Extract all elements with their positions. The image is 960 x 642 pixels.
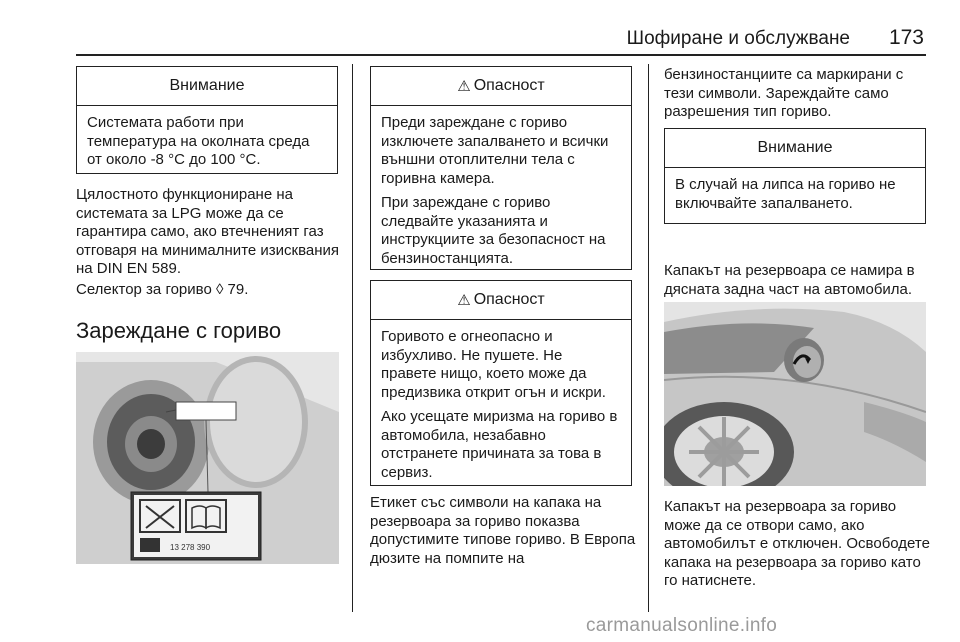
- header-rule: [76, 54, 926, 56]
- danger-2-paragraph-1: Горивото е огнеопасно и избухливо. Не пушете. Не правете нищо, което може да предизвика открит огън и искри.: [381, 328, 606, 401]
- danger-title-text-1: Опасност: [473, 77, 545, 94]
- notice-box-temperature: [76, 66, 338, 174]
- fuel-label-paragraph: Етикет със символи на капака на резервоара за гориво показва допустимите типове гориво. В Европа дюзите на помпите на: [370, 494, 636, 567]
- notice-title-2: Внимание: [665, 129, 925, 168]
- column-divider-1: [352, 64, 353, 612]
- flap-location-paragraph: Капакът на резервоара се намира в дясната задна част на автомобила.: [664, 262, 915, 298]
- warning-triangle-icon: ⚠: [457, 292, 471, 309]
- danger-1-paragraph-2: При зареждане с гориво следвайте указанията и инструкциите за безопасност на бензиностанцията.: [381, 194, 606, 267]
- fuel-flap-illustration: [76, 352, 339, 564]
- danger-2-paragraph-2: Ако усещате миризма на гориво в автомобила, незабавно отстранете причината за това в сервиз.: [381, 408, 618, 481]
- danger-body-2: [371, 320, 631, 496]
- danger-box-1: [370, 66, 632, 270]
- danger-box-2: [370, 280, 632, 486]
- notice-text: Системата работи при температура на околната среда от около -8 °C до 100 °C.: [87, 114, 310, 168]
- lpg-paragraph: Цялостното функциониране на системата за LPG може да се гарантира само, ако втечненият газ отговаря на минималните изисквания на DIN EN 589.: [76, 186, 340, 277]
- page-number: 173: [888, 26, 924, 49]
- column-divider-2: [648, 64, 649, 612]
- danger-title-text-2: Опасност: [473, 291, 545, 308]
- danger-title-1: [371, 67, 631, 106]
- notice-text-2: В случай на липса на гориво не включвайте запалването.: [675, 176, 896, 212]
- warning-triangle-icon: ⚠: [457, 78, 471, 95]
- car-rear-illustration: [664, 302, 926, 486]
- section-title: Шофиране и обслужване: [626, 28, 850, 49]
- page-header: [0, 0, 960, 56]
- car-rear-figure: [664, 302, 926, 486]
- danger-body-1: [371, 106, 631, 282]
- danger-title-2: [371, 281, 631, 320]
- label-code: 13 278 390: [170, 543, 211, 552]
- notice-box-no-fuel: [664, 128, 926, 224]
- fuel-flap-figure: [76, 352, 339, 564]
- watermark: carmanualsonline.info: [586, 615, 778, 636]
- notice-title: Внимание: [77, 67, 337, 106]
- station-symbols-paragraph: бензиностанциите са маркирани с тези символи. Зареждайте само разрешения тип гориво.: [664, 66, 904, 120]
- section-heading-refuelling: Зареждане с гориво: [76, 318, 282, 343]
- fuel-selector-reference: Селектор за гориво ◊ 79.: [76, 281, 249, 298]
- flap-opening-paragraph: Капакът на резервоара за гориво може да се отвори само, ако автомобилът е отключен. Освободете капака на резервоара за гориво като го натиснете.: [664, 498, 930, 589]
- danger-1-paragraph-1: Преди зареждане с гориво изключете запалването и всички външни отоплителни тела с горивна камера.: [381, 114, 609, 187]
